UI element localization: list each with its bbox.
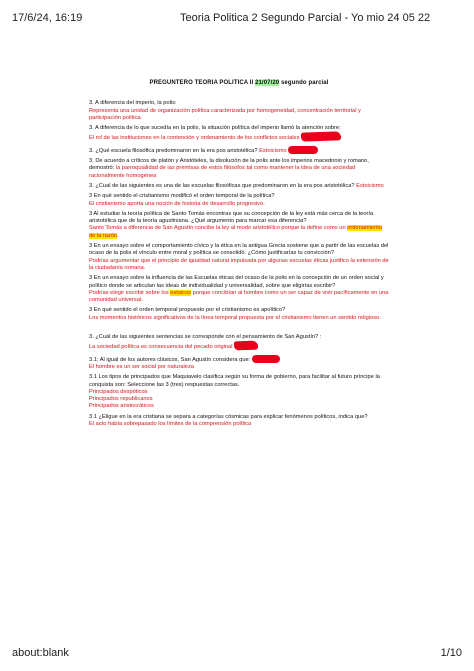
answer-13-option-1: Principados despóticos xyxy=(89,388,148,395)
question-4: 3. De acuerdo a críticos de platón y Aristóteles, la disolución de la polis ante los imperios macedonio y romano, demostró: la parroquialidad de las premisas de estos filósofos tal como mantener la idea de una sociedad racionalmente homogénea xyxy=(89,158,369,179)
print-url: about:blank xyxy=(12,647,69,659)
answer-7: Santo Tomás a diferencia de San Agustín concibe la ley al modo aristotélico porque la define como un ordenamiento de la razón. xyxy=(89,225,382,239)
redaction-mark xyxy=(288,146,318,154)
document-title: PREGUNTERO TEORIA POLITICA II 21/07/20 segundo parcial xyxy=(149,80,329,86)
print-datetime: 17/6/24, 16:19 xyxy=(12,12,83,24)
answer-4: la parroquialidad de las premisas de estos filósofos tal como mantener la idea de una sociedad racionalmente homogénea xyxy=(89,165,356,179)
question-1: 3. A diferencia del imperio, la polis: xyxy=(89,100,177,107)
print-footer xyxy=(12,647,462,661)
print-header xyxy=(12,12,462,26)
redaction-mark xyxy=(234,341,258,351)
answer-2: El rol de las instituciones en la contención y ordenamiento de los conflictos sociales xyxy=(89,132,389,142)
question-7: 3 Al estudiar la teoría política de Santo Tomás encontras que su concepción de la ley está más cerca de la teoría aristotélica que de la teoría agustiniana. ¿Qué argumento para marcar esa diferencia? xyxy=(89,210,374,225)
redaction-mark xyxy=(301,132,341,142)
redaction-mark xyxy=(252,355,280,363)
answer-14: El acto había sobrepasado los límites de la comprensión política xyxy=(89,420,252,427)
question-9: 3 En un ensayo sobre la influencia de las Escuelas éticas del ocaso de la polis en la concepción de un orden social y político donde se articulan las ideas de individualidad y universalidad, sobre que eligirías escribir? xyxy=(89,275,384,289)
question-2: 3. A diferencia de lo que sucedía en la polis, la situación política del imperio llamó la atención sobre: xyxy=(89,125,341,132)
question-8: 3 En un ensayo sobre el comportamiento cívico y la ética en la antigua Grecia sostiene que a partir de las escuelas del ocaso de la polis el vínculo entre moral y política se consolidó. ¿Cómo justificarías tu convicción? xyxy=(89,243,389,257)
question-6: 3 En qué sentido el cristianismo modificó el orden temporal de la política? xyxy=(89,193,275,200)
document-page xyxy=(89,80,389,428)
answer-3: Estoicismo xyxy=(259,147,287,154)
answer-8: Podrías argumentar que el principio de igualdad natural impulsada por algunas escuelas éticas justifico la extensión de la ciudadanía romana. xyxy=(89,257,389,271)
answer-6: El cristianismo aporta una noción de historia de desarrollo progresivo. xyxy=(89,200,265,207)
question-5: 3. ¿Cual de las siguientes es una de las escuelas filosóficas que predominaron en la era pos aristotélica? Estoicismo xyxy=(89,182,384,189)
answer-10: Los momentos históricos significativos de la línea temporal propuesta por el cristianismo tienen un sentido religioso. xyxy=(89,314,381,321)
page-number: 1/10 xyxy=(440,647,462,659)
question-10: 3 En qué sentido el orden temporal propuesto por el cristianismo es apolítico? xyxy=(89,307,286,314)
question-3: 3. ¿Qué escuela filosófica predominaron en la era pos aristotélica? Estoicismo xyxy=(89,146,389,155)
answer-5: Estoicismo xyxy=(356,182,384,189)
question-11: 3. ¿Cuál de las siguientes sentencias se corresponde con el pensamiento de San Agustín? : xyxy=(89,334,322,341)
question-12: 3.1: Al igual de los autores clásicos, San Agustín considera que: xyxy=(89,355,389,364)
answer-12: El hombre es un ser social por naturaleza xyxy=(89,363,194,370)
title-date-highlight: 21/07/20 xyxy=(255,80,280,86)
print-title: Teoria Politica 2 Segundo Parcial - Yo mio 24 05 22 xyxy=(180,12,431,24)
answer-9: Podrías elegir escribir sobre los estoicos porque concibían al hombre como un ser capaz de vivir pacíficamente en una comunidad universal. xyxy=(89,289,389,304)
answer-11: La sociedad política es consecuencia del pecado original xyxy=(89,341,389,351)
answer-13-option-3: Principados aristocráticos xyxy=(89,403,154,410)
highlight-marker: ordenamiento de la razón xyxy=(89,225,382,239)
question-13: 3.1 Los tipos de principados que Maquiavelo clasifica según su forma de gobierno, para facilitar al futuro príncipe la conquista son: Seleccione las 3 (tres) respuestas correctas. xyxy=(89,374,380,388)
answer-1: Representa una unidad de organización política caracterizada por homogeneidad, concentración territorial y participación política. xyxy=(89,107,361,121)
answer-13-option-2: Principados republicanos xyxy=(89,396,153,403)
question-14: 3.1 ¿Eligue en la era cristiana se separa a categorías cósmicas para explicar fenómenos políticos, indica que? xyxy=(89,413,368,420)
highlight-marker: estoicos xyxy=(170,289,192,296)
